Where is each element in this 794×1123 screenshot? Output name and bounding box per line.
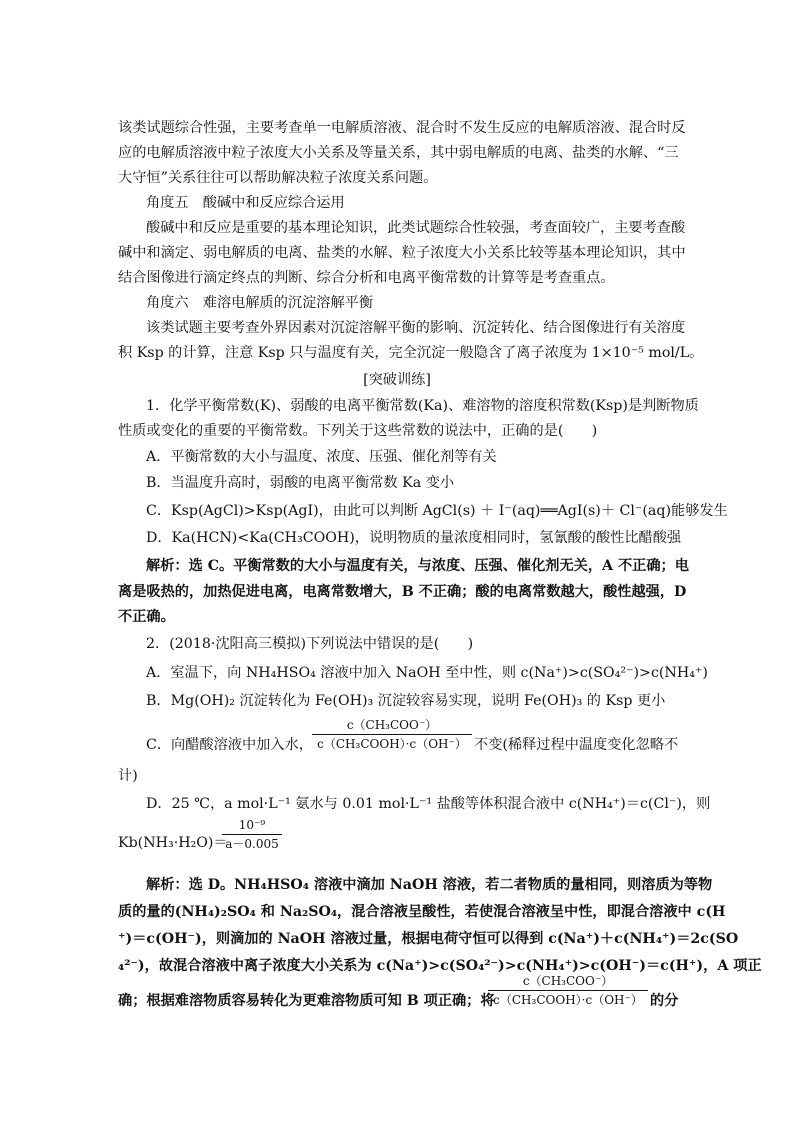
paragraph-line-4: 酸碱中和反应是重要的基本理论知识，此类试题综合性较强，考查面较广，主要考查酸 [146,220,686,236]
question-2-option-c-end: 不变(稀释过程中温度变化忽略不 [474,737,679,753]
section-heading-5: 角度五 酸碱中和反应综合运用 [146,195,345,211]
fraction-acetate-ratio-2 [488,974,648,1007]
paragraph-line-1: 该类试题综合性强，主要考查单一电解质溶液、混合时不发生反应的电解质溶液、混合时反 [118,120,686,136]
fraction-bar [488,990,648,991]
section-title-practice: [突破训练] [363,372,431,388]
answer-1-line-1: 解析：选 C。平衡常数的大小与温度有关，与浓度、压强、催化剂无关，A 不正确；电 [146,558,689,574]
answer-2-line-5-start: 确；根据难溶物质容易转化为更难溶物质可知 B 项正确；将 [118,993,495,1009]
question-2-stem: 2．(2018·沈阳高三模拟)下列说法中错误的是( ) [146,636,474,652]
answer-1-line-3: 不正确。 [118,609,175,625]
paragraph-line-3: 大守恒”关系往往可以帮助解决粒子浓度关系问题。 [118,170,438,186]
question-1-option-b: B．当温度升高时，弱酸的电离平衡常数 Ka 变小 [146,475,455,491]
question-2-option-c-start: C．向醋酸溶液中加入水， [146,737,313,753]
question-1-option-d: D．Ka(HCN)<Ka(CH₃COOH)，说明物质的量浓度相同时，氢氰酸的酸性比醋酸强 [146,530,682,546]
answer-2-line-4: ₄²⁻)，故混合溶液中离子浓度大小关系为 c(Na⁺)>c(SO₄²⁻)>c(NH₄⁺)>c(OH⁻)＝c(H⁺)，A 项正 [118,958,762,974]
fraction-bar [222,834,282,835]
question-1-line-2: 性质或变化的重要的平衡常数。下列关于这些常数的说法中，正确的是( ) [118,423,598,439]
answer-2-line-1: 解析：选 D。NH₄HSO₄ 溶液中滴加 NaOH 溶液，若二者物质的量相同，则溶质为等物 [146,877,713,893]
question-1-option-c: C．Ksp(AgCl)>Ksp(AgI)，由此可以判断 AgCl(s) ＋ I⁻(aq)══AgI(s)＋ Cl⁻(aq)能够发生 [146,503,728,519]
paragraph-line-7: 该类试题主要考查外界因素对沉淀溶解平衡的影响、沉淀转化、结合图像进行有关溶度 [146,320,686,336]
fraction-numerator: c（CH₃COO⁻） [346,718,438,732]
fraction-numerator: c（CH₃COO⁻） [522,974,614,988]
paragraph-line-2: 应的电解质溶液中粒子浓度大小关系及等量关系，其中弱电解质的电离、盐类的水解、“三 [118,145,679,161]
section-heading-6: 角度六 难溶电解质的沉淀溶解平衡 [146,295,374,311]
fraction-acetate-ratio [312,718,472,751]
answer-2-line-5-end: 的分 [650,993,679,1009]
question-2-option-d-line-1: D．25 ℃，a mol·L⁻¹ 氨水与 0.01 mol·L⁻¹ 盐酸等体积混合液中 c(NH₄⁺)＝c(Cl⁻)，则 [146,796,711,812]
question-2-option-d-line-2: Kb(NH₃·H₂O)＝ [118,835,228,851]
fraction-denominator: c（CH₃COOH）·c（OH⁻） [317,737,467,751]
paragraph-line-5: 碱中和滴定、弱电解质的电离、盐类的水解、粒子浓度大小关系比较等基本理论知识，其中 [118,245,686,261]
fraction-numerator: 10⁻⁹ [238,818,266,832]
question-1-option-a: A．平衡常数的大小与温度、浓度、压强、催化剂等有关 [146,449,497,465]
answer-1-line-2: 离是吸热的，加热促进电离，电离常数增大，B 不正确；酸的电离常数越大，酸性越强，D [118,584,687,600]
paragraph-line-8: 积 Ksp 的计算，注意 Ksp 只与温度有关，完全沉淀一般隐含了离子浓度为 1×10⁻⁵ mol/L。 [118,345,704,361]
fraction-bar [312,734,472,735]
question-2-option-a: A．室温下，向 NH₄HSO₄ 溶液中加入 NaOH 至中性，则 c(Na⁺)>c(SO₄²⁻)>c(NH₄⁺) [146,665,708,681]
fraction-kb-expression [222,818,282,851]
answer-2-line-3: ⁺)＝c(OH⁻)，则滴加的 NaOH 溶液过量，根据电荷守恒可以得到 c(Na⁺)＋c(NH₄⁺)＝2c(SO [118,931,739,947]
answer-2-line-2: 质的量的(NH₄)₂SO₄ 和 Na₂SO₄，混合溶液呈酸性，若使混合溶液呈中性，即混合溶液中 c(H [118,904,726,920]
fraction-denominator: a－0.005 [225,837,279,851]
question-2-option-b: B．Mg(OH)₂ 沉淀转化为 Fe(OH)₃ 沉淀较容易实现，说明 Fe(OH)₃ 的 Ksp 更小 [146,693,666,709]
paragraph-line-6: 结合图像进行滴定终点的判断、综合分析和电离平衡常数的计算等是考查重点。 [118,270,615,286]
question-2-option-c-cont: 计) [118,768,138,784]
question-1-line-1: 1．化学平衡常数(K)、弱酸的电离平衡常数(Ka)、难溶物的溶度积常数(Ksp)是判断物质 [146,398,699,414]
fraction-denominator: c（CH₃COOH）·c（OH⁻） [493,993,643,1007]
